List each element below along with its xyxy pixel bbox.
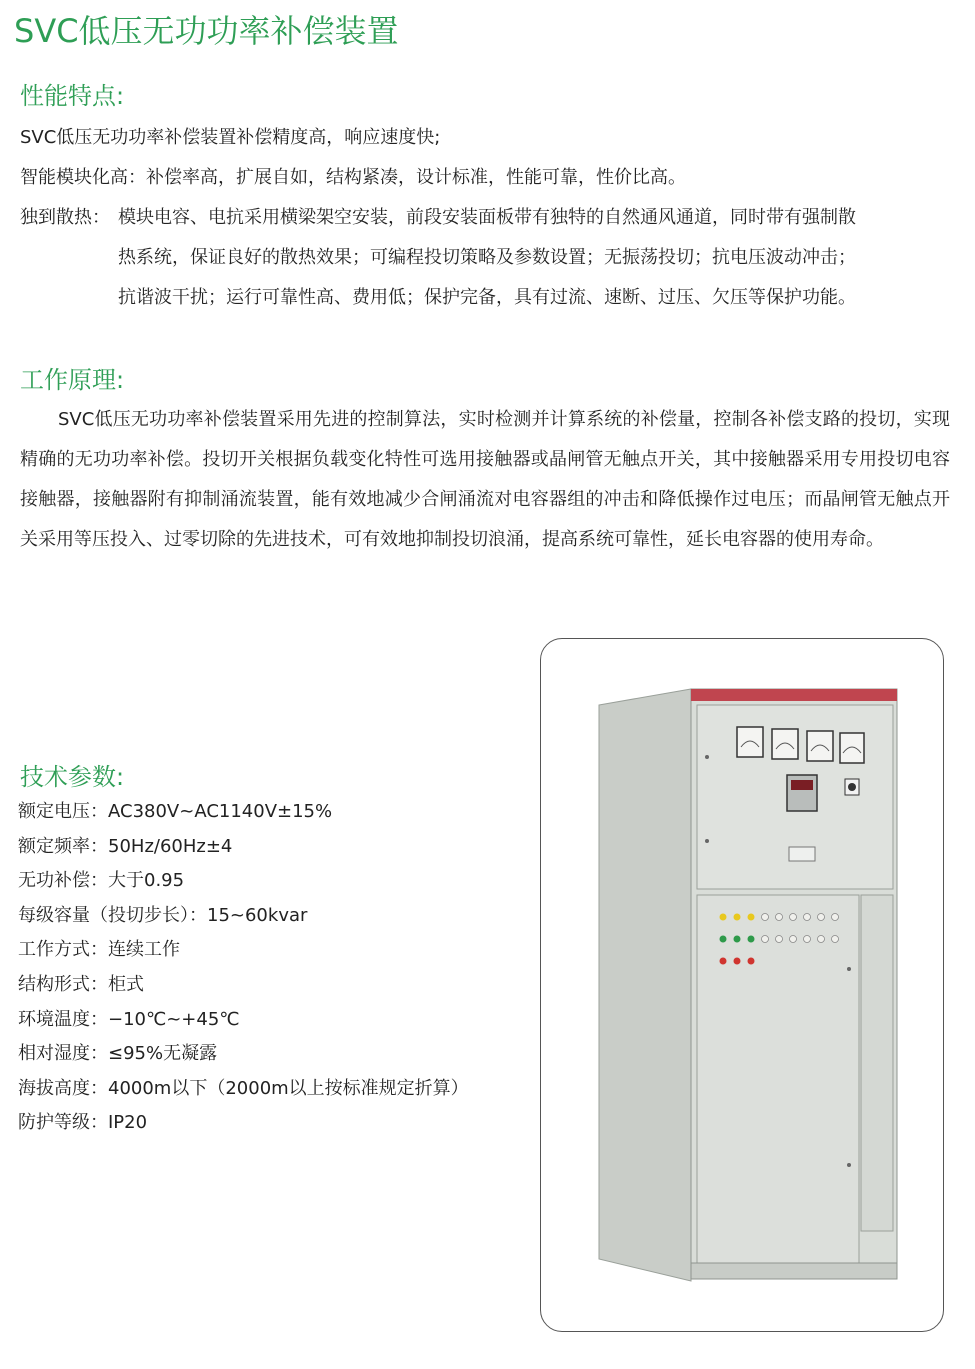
principle-heading: 工作原理: [20,366,125,394]
spec-row: 防护等级：IP20 [18,1112,148,1134]
spec-row: 额定频率：50Hz/60Hz±4 [18,835,233,857]
spec-row: 海拔高度：4000m以下（2000m以上按标准规定折算） [18,1077,469,1099]
features-line-3-label: 独到散热： [20,207,110,228]
nameplate [789,847,815,861]
cabinet-side-panel [599,689,691,1281]
principle-paragraph: SVC低压无功功率补偿装置采用先进的控制算法，实时检测并计算系统的补偿量，控制各补偿支路的投切，实现精确的无功功率补偿。投切开关根据负载变化特性可选用接触器或晶闸管无触点开关，其中接触器采用专用投切电容接触器，接触器附有抑制涌流装置，能有效地减少合闸涌流对电容器组的冲击和降低操作过电压；而晶闸管无触点开关采用等压投入、过零切除的先进技术，可有效地抑制投切浪涌，提高系统可靠性，延长电容器的使用寿命。 [20,409,950,550]
lower-door [697,895,859,1263]
spec-row: 环境温度：−10℃~+45℃ [18,1008,240,1030]
spec-row: 相对湿度：≤95%无凝露 [18,1043,218,1065]
controller-display [791,780,813,790]
spec-row: 额定电压：AC380V~AC1140V±15% [18,801,333,822]
features-line-3c: 抗谐波干扰；运行可靠性高、费用低；保护完备，具有过流、速断、过压、欠压等保护功能。 [118,287,856,308]
product-photo [540,638,944,1332]
spec-row: 每级容量（投切步长）：15~60kvar [18,904,308,926]
page-title: SVC低压无功功率补偿装置 [14,12,399,50]
switch-knob [848,783,856,791]
features-line-3b: 热系统，保证良好的散热效果；可编程投切策略及参数设置；无振荡投切；抗电压波动冲击； [118,247,856,268]
spec-row: 无功补偿：大于0.95 [18,870,185,892]
spec-row: 结构形式：柜式 [18,973,144,995]
features-line-3a: 模块电容、电抗采用横梁架空安装，前段安装面板带有独特的自然通风通道，同时带有强制散 [118,207,856,228]
cabinet-illustration [541,639,943,1331]
features-line-2: 智能模块化高：补偿率高，扩展自如，结构紧凑，设计标准，性能可靠，性价比高。 [20,167,686,188]
cabinet-base [691,1263,897,1279]
specs-list [18,795,469,1141]
specs-heading: 技术参数: [20,763,125,791]
features-heading: 性能特点: [20,82,125,110]
spec-row: 工作方式：连续工作 [18,939,180,961]
side-door [861,895,893,1231]
features-line-1: SVC低压无功功率补偿装置补偿精度高，响应速度快; [20,127,441,148]
cabinet-top-strip [691,689,897,701]
